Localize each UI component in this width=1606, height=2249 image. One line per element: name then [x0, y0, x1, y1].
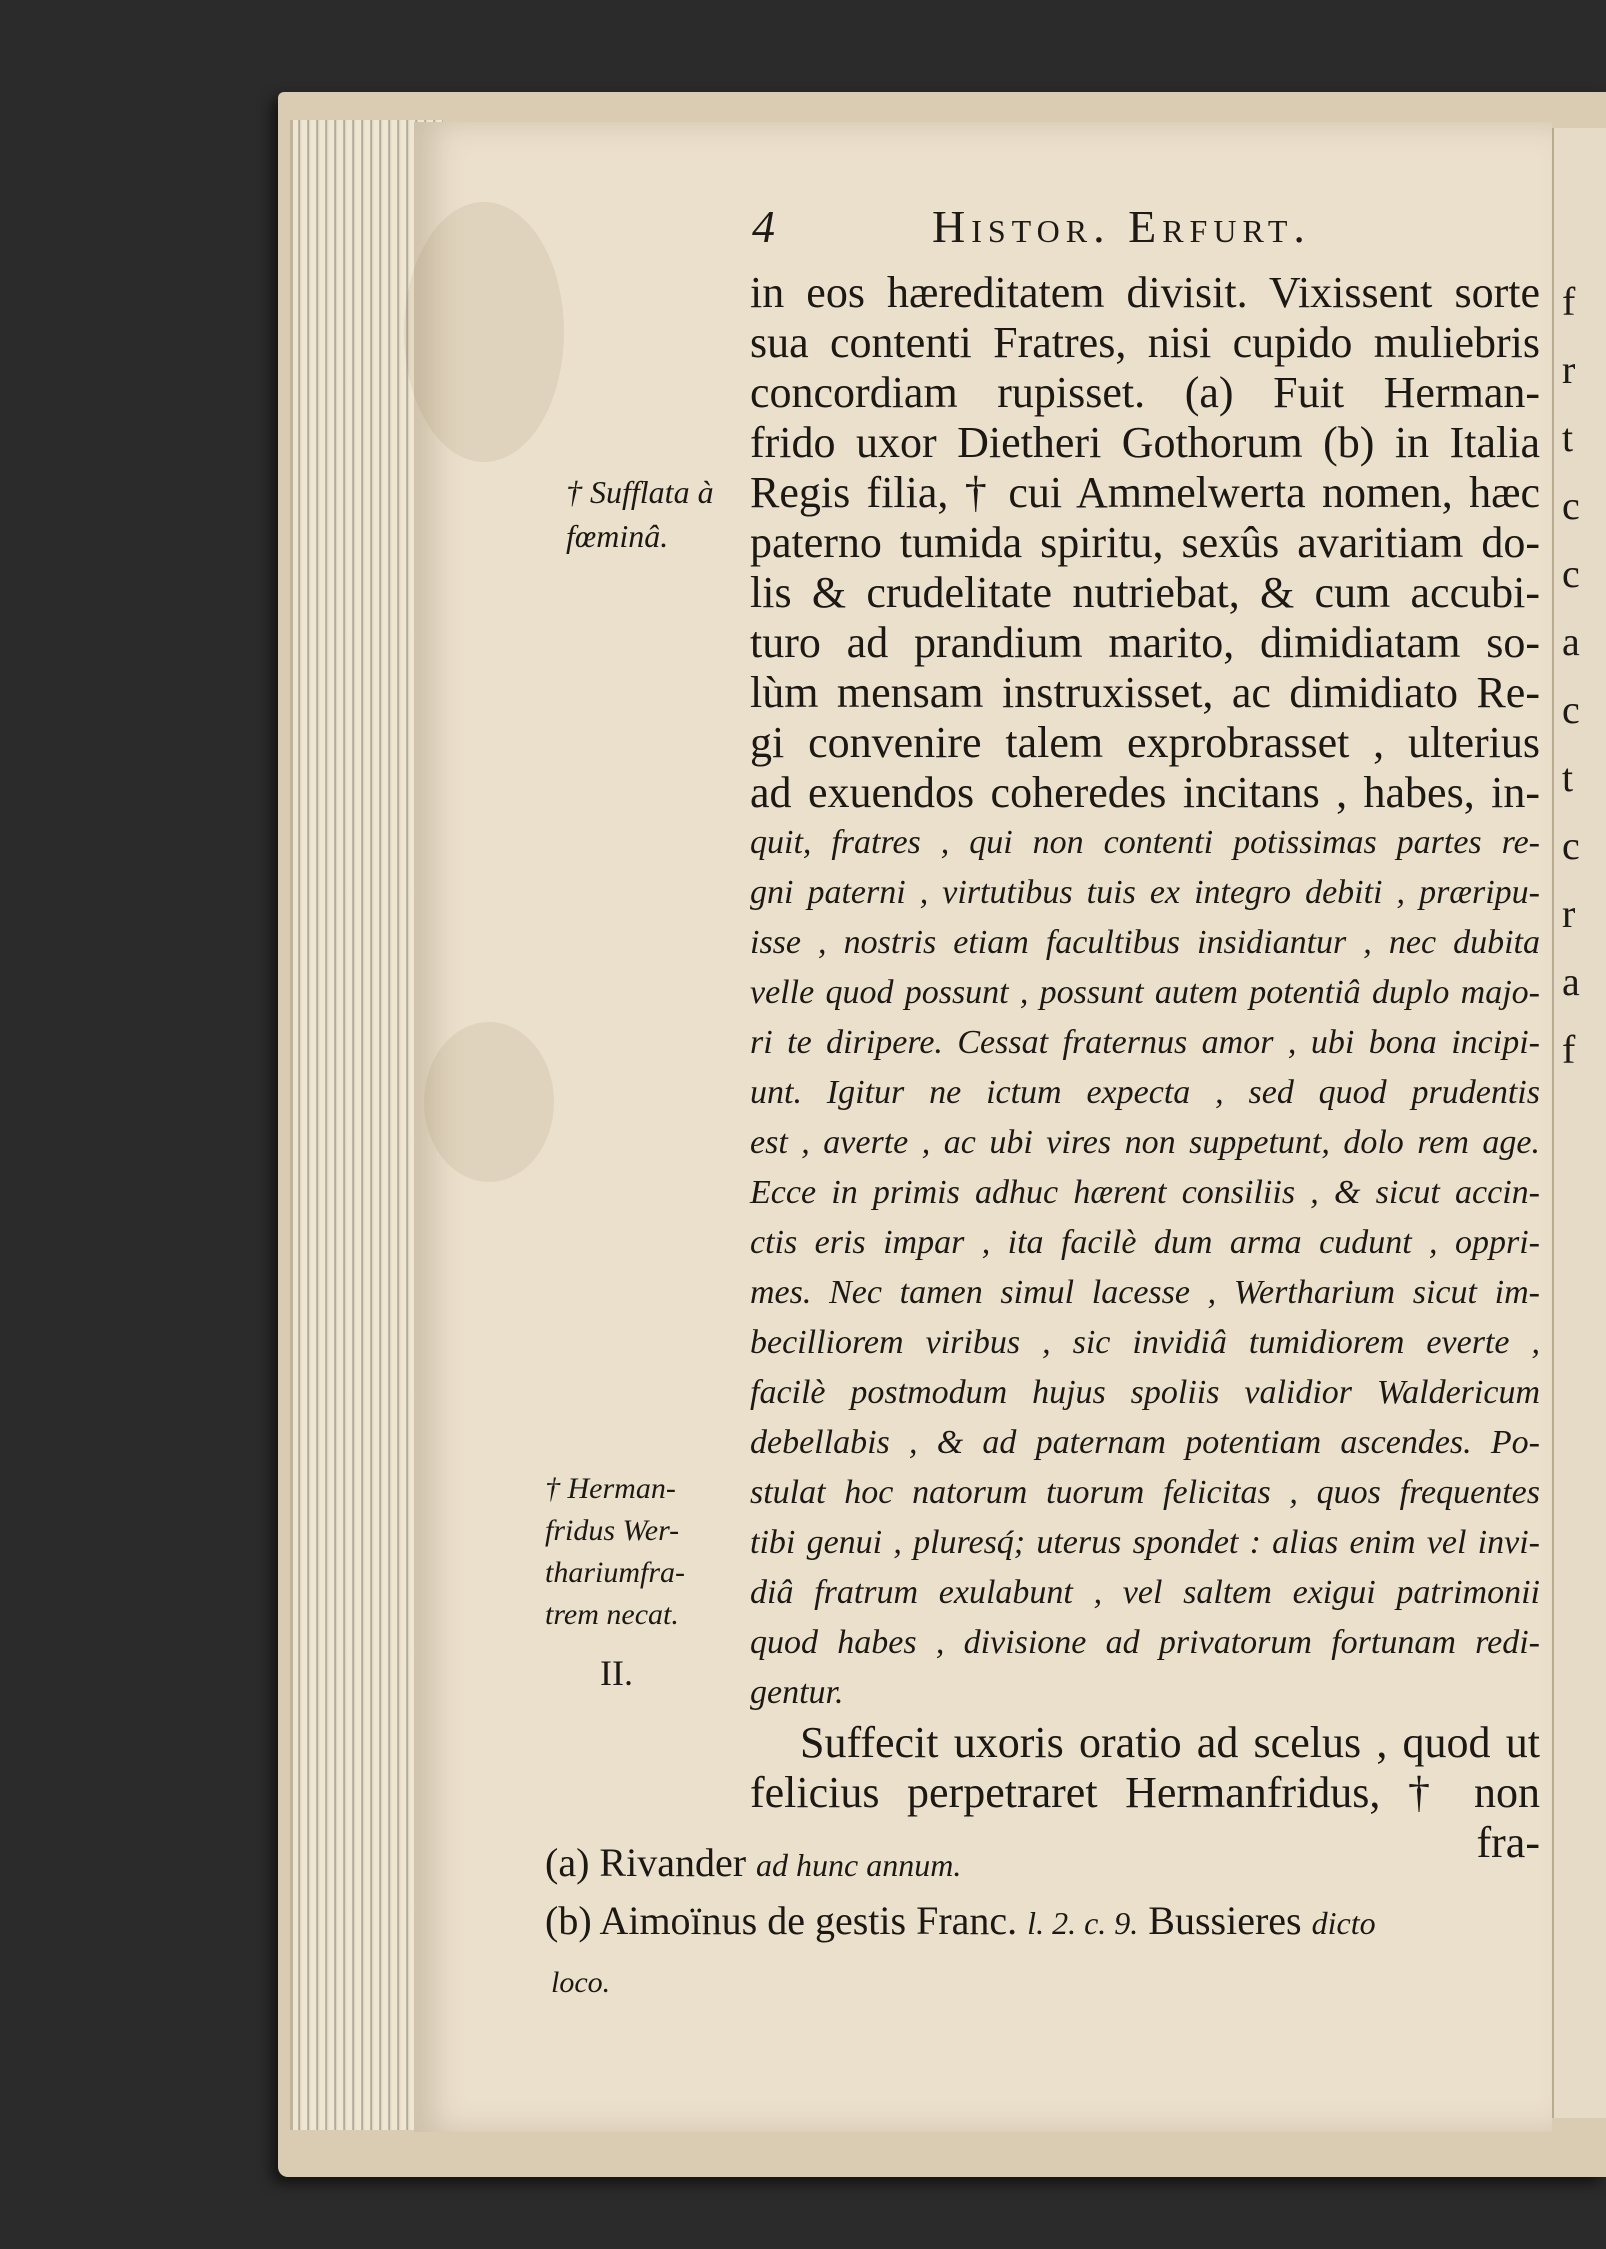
- next-page-fragment: t: [1562, 755, 1574, 800]
- next-page-fragment: f: [1562, 279, 1576, 324]
- footnote-text: loco.: [551, 1966, 611, 1999]
- section-number: II.: [600, 1653, 633, 1693]
- next-page-fragment: f: [1562, 1027, 1576, 1072]
- text-line: gi convenire talem exprobrasset , ulterius: [750, 718, 1540, 767]
- text-line: tibi genui , pluresq́; uterus spondet : alias enim vel invi-: [750, 1524, 1540, 1561]
- text-line: ri te diripere. Cessat fraternus amor , ubi bona incipi-: [750, 1024, 1540, 1061]
- margin-note-line: fœminâ.: [566, 518, 669, 554]
- text-line: stulat hoc natorum tuorum felicitas , quos frequentes: [750, 1474, 1540, 1511]
- text-line: quit, fratres , qui non contenti potissimas partes re-: [750, 824, 1540, 861]
- text-line: paterno tumida spiritu, sexûs avaritiam do-: [750, 518, 1540, 567]
- paper-stain: [424, 1022, 554, 1182]
- text-line: debellabis , & ad paternam potentiam ascendes. Po-: [750, 1424, 1540, 1461]
- text-line: Regis filia, † cui Ammelwerta nomen, hæc: [750, 468, 1540, 517]
- next-page-fragment: r: [1562, 347, 1576, 392]
- text-line: facilè postmodum hujus spoliis validior Waldericum: [750, 1374, 1540, 1411]
- body-text: [750, 268, 1540, 1868]
- margin-note-line: † Herman-: [545, 1472, 676, 1505]
- text-line: unt. Igitur ne ictum expecta , sed quod prudentis: [750, 1074, 1540, 1111]
- text-line: turo ad prandium marito, dimidiatam so-: [750, 618, 1540, 667]
- margin-note-line: † Sufflata à: [566, 474, 714, 510]
- footnote-reference: l. 2. c. 9.: [1027, 1905, 1139, 1941]
- footnote-b: [545, 1893, 1515, 1951]
- margin-note-sufflata: [566, 470, 746, 558]
- text-line: mes. Nec tamen simul lacesse , Wertharium sicut im-: [750, 1274, 1540, 1311]
- next-page-edge: [1552, 128, 1606, 2118]
- next-page-fragment: c: [1562, 823, 1580, 868]
- running-title: Histor. Erfurt.: [932, 201, 1311, 252]
- text-line: felicius perpetraret Hermanfridus, † non: [750, 1768, 1540, 1817]
- text-line: est , averte , ac ubi vires non suppetunt, dolo rem age.: [750, 1124, 1540, 1161]
- footnote-author: Aimoïnus de gestis Franc.: [599, 1898, 1018, 1943]
- margin-note-line: trem necat.: [545, 1598, 679, 1631]
- next-page-fragment: c: [1562, 687, 1580, 732]
- next-page-fragment: a: [1562, 959, 1580, 1004]
- footnotes: [545, 1835, 1515, 2011]
- text-line: gentur.: [750, 1674, 844, 1711]
- text-line: Ecce in primis adhuc hærent consiliis , & sicut accin-: [750, 1174, 1540, 1211]
- text-line: lùm mensam instruxisset, ac dimidiato Re-: [750, 668, 1540, 717]
- margin-note-line: fridus Wer-: [545, 1514, 680, 1547]
- text-line: gni paterni , virtutibus tuis ex integro debiti , præripu-: [750, 874, 1540, 911]
- text-line: velle quod possunt , possunt autem potentiâ duplo majo-: [750, 974, 1540, 1011]
- margin-note-line: thariumfra-: [545, 1556, 686, 1589]
- text-line: ad exuendos coheredes incitans , habes, in-: [750, 768, 1540, 817]
- footnote-b-continued: [545, 1951, 1515, 2011]
- footnote-author: Bussieres: [1148, 1898, 1302, 1943]
- text-line: sua contenti Fratres, nisi cupido muliebris: [750, 318, 1540, 367]
- next-page-fragment: r: [1562, 891, 1576, 936]
- text-line: in eos hæreditatem divisit. Vixissent sorte: [750, 268, 1540, 317]
- text-line: lis & crudelitate nutriebat, & cum accubi-: [750, 568, 1540, 617]
- text-line: ctis eris impar , ita facilè dum arma cudunt , oppri-: [750, 1224, 1540, 1261]
- text-line: concordiam rupisset. (a) Fuit Herman-: [750, 368, 1540, 417]
- text-line: fra-: [1476, 1818, 1540, 1867]
- text-line: frido uxor Dietheri Gothorum (b) in Italia: [750, 418, 1540, 467]
- text-line: diâ fratrum exulabunt , vel saltem exigui patrimonii: [750, 1574, 1540, 1611]
- footnote-author: Rivander: [599, 1840, 747, 1885]
- footnote-text: dicto: [1311, 1905, 1376, 1941]
- paper-stain: [404, 202, 564, 462]
- text-line: Suffecit uxoris oratio ad scelus , quod ut: [800, 1718, 1540, 1767]
- running-header: [752, 200, 1352, 260]
- margin-note-hermanfridus: [545, 1468, 735, 1636]
- footnote-mark: (b): [545, 1898, 592, 1943]
- text-line: becilliorem viribus , sic invidiâ tumidiorem everte ,: [750, 1324, 1540, 1361]
- footnote-text: ad hunc annum.: [756, 1847, 962, 1883]
- text-line: isse , nostris etiam facultibus insidiantur , nec dubita: [750, 924, 1540, 961]
- next-page-fragment: a: [1562, 619, 1580, 664]
- next-page-fragment: c: [1562, 551, 1580, 596]
- text-line: quod habes , divisione ad privatorum fortunam redi-: [750, 1624, 1540, 1661]
- next-page-fragment: c: [1562, 483, 1580, 528]
- next-page-fragment: t: [1562, 415, 1574, 460]
- page-number: 4: [752, 201, 781, 252]
- footnote-a: [545, 1835, 1515, 1893]
- footnote-mark: (a): [545, 1840, 590, 1885]
